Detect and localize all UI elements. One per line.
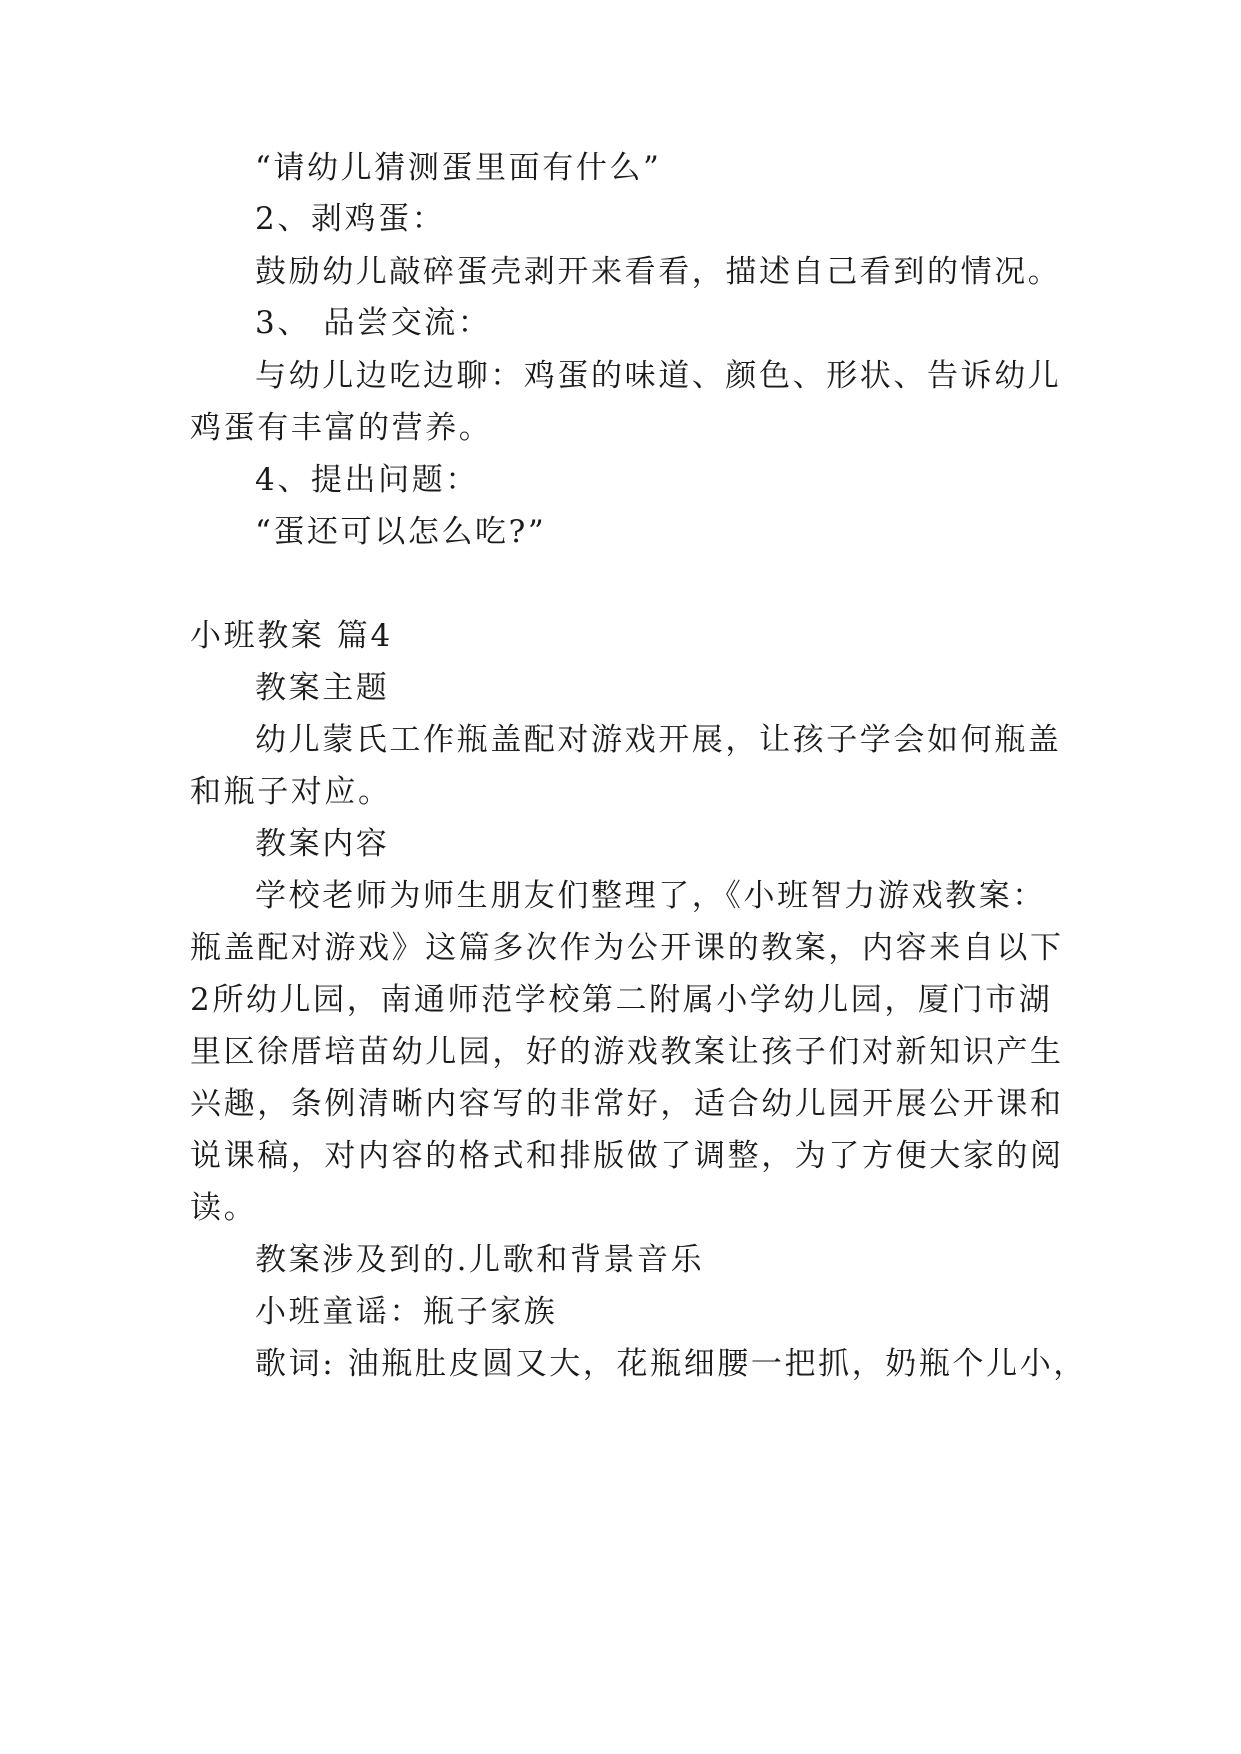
step3-body-line1: 与幼儿边吃边聊：鸡蛋的味道、颜色、形状、告诉幼儿 <box>255 358 1062 394</box>
song-title: 小班童谣：瓶子家族 <box>255 1294 558 1330</box>
step3-body-line2: 鸡蛋有丰富的营养。 <box>190 410 493 446</box>
section-heading: 小班教案 篇4 <box>190 618 393 654</box>
content-line6: 说课稿，对内容的格式和排版做了调整，为了方便大家的阅 <box>190 1138 1064 1174</box>
step2-body: 鼓励幼儿敲碎蛋壳剥开来看看，描述自己看到的情况。 <box>255 254 1062 290</box>
theme-line1: 幼儿蒙氏工作瓶盖配对游戏开展，让孩子学会如何瓶盖 <box>255 722 1062 758</box>
music-label: 教案涉及到的.儿歌和背景音乐 <box>255 1242 705 1278</box>
content-line1: 学校老师为师生朋友们整理了，《小班智力游戏教案： <box>255 878 1046 914</box>
lyrics-line1: 歌词: 油瓶肚皮圆又大，花瓶细腰一把抓，奶瓶个儿小， <box>255 1346 1087 1382</box>
content-line4: 里区徐厝培苗幼儿园，好的游戏教案让孩子们对新知识产生 <box>190 1034 1064 1070</box>
content-line2: 瓶盖配对游戏》这篇多次作为公开课的教案，内容来自以下 <box>190 930 1064 966</box>
step4-body: “蛋还可以怎么吃?” <box>255 514 547 550</box>
step4-title: 4、提出问题： <box>255 462 479 498</box>
step2-title: 2、剥鸡蛋： <box>255 201 446 237</box>
theme-label: 教案主题 <box>255 670 390 706</box>
step3-title: 3、 品尝交流： <box>255 305 492 341</box>
quote-guess: “请幼儿猜测蛋里面有什么” <box>255 150 662 186</box>
content-line5: 兴趣，条例清晰内容写的非常好，适合幼儿园开展公开课和 <box>190 1086 1064 1122</box>
theme-line2: 和瓶子对应。 <box>190 774 392 810</box>
content-line3: 2所幼儿园，南通师范学校第二附属小学幼儿园，厦门市湖 <box>190 982 1053 1018</box>
content-label: 教案内容 <box>255 826 390 862</box>
content-line7: 读。 <box>190 1190 258 1226</box>
